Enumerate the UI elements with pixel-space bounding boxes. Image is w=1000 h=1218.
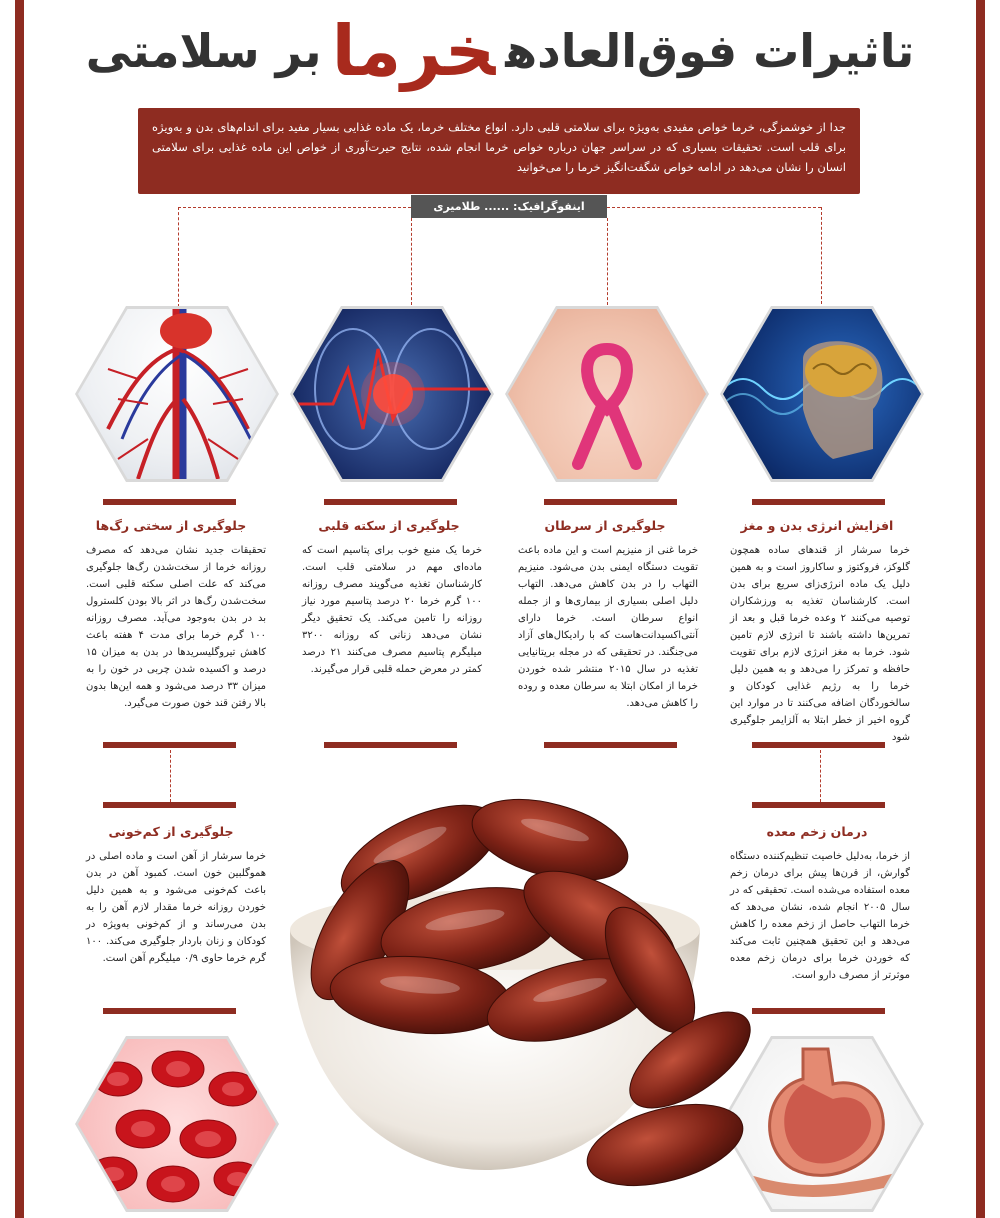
ulcer-title: درمان زخم معده bbox=[766, 824, 868, 839]
ulcer-text: از خرما، به‌دلیل خاصیت تنظیم‌کننده دستگاه گوارش، از قرن‌ها پیش برای درمان زخم معده استفاده می‌شده است. تحقیقی که در سال ۲۰۰۵ انجام شده، نشان می‌دهد که خرما التهاب حاصل از زخم معده را کاهش می‌دهد و این تحقیق همچنین ثابت می‌کند که خوردن خرما برای درمان زخم معده موثرتر از مصرف دارو است. bbox=[730, 851, 910, 981]
ulcer-top-rule bbox=[752, 802, 885, 808]
anemia-text: خرما سرشار از آهن است و ماده اصلی در هموگلبین خون است. کمبود آهن در بدن باعث کم‌خونی می‌شود و به همین دلیل خوردن روزانه خرما مقدار لازم آهن را به بدن می‌رساند و از کم‌خونی به‌ویژه در کودکان و زنان باردار جلوگیری می‌کند. ۱۰۰ گرم خرما حاوی ۰/۹ میلیگرم آهن است. bbox=[86, 851, 266, 964]
left-frame-bar bbox=[15, 0, 24, 1218]
right-frame-bar bbox=[976, 0, 985, 1218]
connector-cancer-vertical bbox=[607, 218, 608, 310]
connector-anemia-vertical bbox=[170, 750, 171, 802]
anemia-title: جلوگیری از کم‌خونی bbox=[108, 824, 234, 839]
dates-bowl-icon bbox=[270, 760, 760, 1210]
title-highlight: خرما bbox=[331, 10, 496, 92]
artery-top-rule bbox=[103, 499, 236, 505]
connector-stroke-vertical bbox=[411, 218, 412, 310]
title-part-2: بر سلامتی bbox=[85, 24, 322, 78]
pink-ribbon-icon bbox=[508, 309, 706, 479]
stroke-top-rule bbox=[324, 499, 457, 505]
connector-left-vertical bbox=[178, 207, 179, 307]
cancer-bottom-rule bbox=[544, 742, 677, 748]
stroke-title: جلوگیری از سکته قلبی bbox=[318, 518, 460, 533]
artery-bottom-rule bbox=[103, 742, 236, 748]
brain-icon bbox=[723, 309, 921, 479]
page-title bbox=[60, 6, 940, 96]
connector-left-horizontal bbox=[178, 207, 411, 208]
stroke-text: خرما یک منبع خوب برای پتاسیم است که ماده‌ای مهم در سلامتی قلب است. کارشناسان تغذیه می‌گویند مصرف روزانه ۱۰۰ گرم خرما ۲۰ درصد پتاسیم مورد نیاز روزانه را تامین می‌کند. یک تحقیق دیگر نشان می‌دهد زنانی که روزانه ۳۲۰۰ میلیگرم پتاسیم مصرف می‌کنند ۲۱ درصد کمتر در معرض حمله قلبی قرار می‌گیرند. bbox=[302, 545, 482, 675]
cancer-title: جلوگیری از سرطان bbox=[544, 518, 666, 533]
cancer-top-rule bbox=[544, 499, 677, 505]
intro-box: جدا از خوشمزگی، خرما خواص مفیدی به‌ویژه برای سلامتی قلبی دارد. انواع مختلف خرما، یک ماده غذایی بسیار مفید برای اندام‌های بدن و به‌ویژه برای قلب است. تحقیقات بسیاری که در سراسر جهان درباره خواص خرما انجام شده، نتایج حیرت‌آوری از خواص این ماده غذایی برای سلامتی انسان را نشان می‌دهد در ادامه خواص شگفت‌انگیز خرما را می‌خوانید bbox=[138, 108, 860, 194]
red-blood-cells-icon bbox=[78, 1039, 276, 1209]
artery-title: جلوگیری از سختی رگ‌ها bbox=[95, 518, 247, 533]
cancer-text: خرما غنی از منیزیم است و این ماده باعث تقویت دستگاه ایمنی بدن می‌شود. منیزیم التهاب را در بدن کاهش می‌دهد. التهاب دلیل اصلی بسیاری از بیماری‌ها و از جمله انواع سرطان است. خرما دارای آنتی‌اکسیدانت‌هاست که با رادیکال‌های آزاد می‌جنگند. در تحقیقی که در مجله بریتانیایی تغذیه در سال ۲۰۱۵ منتشر شده خوردن خرما از امکان ابتلا به سرطان معده و روده را کاهش می‌دهد. bbox=[518, 545, 698, 709]
title-part-1: تاثیرات فوق‌العاده bbox=[505, 24, 915, 78]
ulcer-bottom-rule bbox=[752, 1008, 885, 1014]
blood-vessels-icon bbox=[78, 309, 276, 479]
energy-title: افزایش انرژی بدن و مغز bbox=[740, 518, 894, 533]
energy-top-rule bbox=[752, 499, 885, 505]
artery-text: تحقیقات جدید نشان می‌دهد که مصرف روزانه خرما از سخت‌شدن رگ‌ها جلوگیری می‌کند که علت اصلی سکته قلبی است. سخت‌شدن رگ‌ها در اثر بالا بودن کلسترول بد در بدن به‌وجود می‌آید. مصرف روزانه ۱۰۰ گرم خرما برای مدت ۴ هفته باعث کاهش تیروگلیسریدها در بدن به میزان ۱۵ درصد و اکسیده شدن چربی در خون را به میزان ۳۳ درصد می‌شود و همه این‌ها بدون بالا رفتن قند خون صورت می‌گیرد. bbox=[86, 545, 266, 709]
energy-bottom-rule bbox=[752, 742, 885, 748]
anemia-top-rule bbox=[103, 802, 236, 808]
heart-icon bbox=[293, 309, 491, 479]
stroke-bottom-rule bbox=[324, 742, 457, 748]
credit-label: اینفوگرافیک: ...... طلامیری bbox=[411, 195, 607, 218]
connector-right-vertical bbox=[821, 207, 822, 309]
energy-text: خرما سرشار از قندهای ساده همچون گلوکز، فروکتوز و ساکاروز است و به همین دلیل یک ماده انرژی‌زای سریع برای بدن است. کارشناسان تغذیه به ورزشکاران توصیه می‌کنند ۲ وعده خرما قبل و بعد از تمرین‌ها داشته باشند تا انرژی لازم تامین شود. خرما به مغز انرژی لازم برای تقویت حافظه و تمرکز را می‌دهد و به همین دلیل خرما را به رژیم غذایی کودکان و سالخوردگان اضافه می‌کنند تا در موارد این گروه اخیر از خطر ابتلا به آلزایمر جلوگیری شود bbox=[730, 545, 910, 743]
connector-ulcer-vertical bbox=[820, 750, 821, 802]
anemia-bottom-rule bbox=[103, 1008, 236, 1014]
connector-right-horizontal bbox=[607, 207, 821, 208]
